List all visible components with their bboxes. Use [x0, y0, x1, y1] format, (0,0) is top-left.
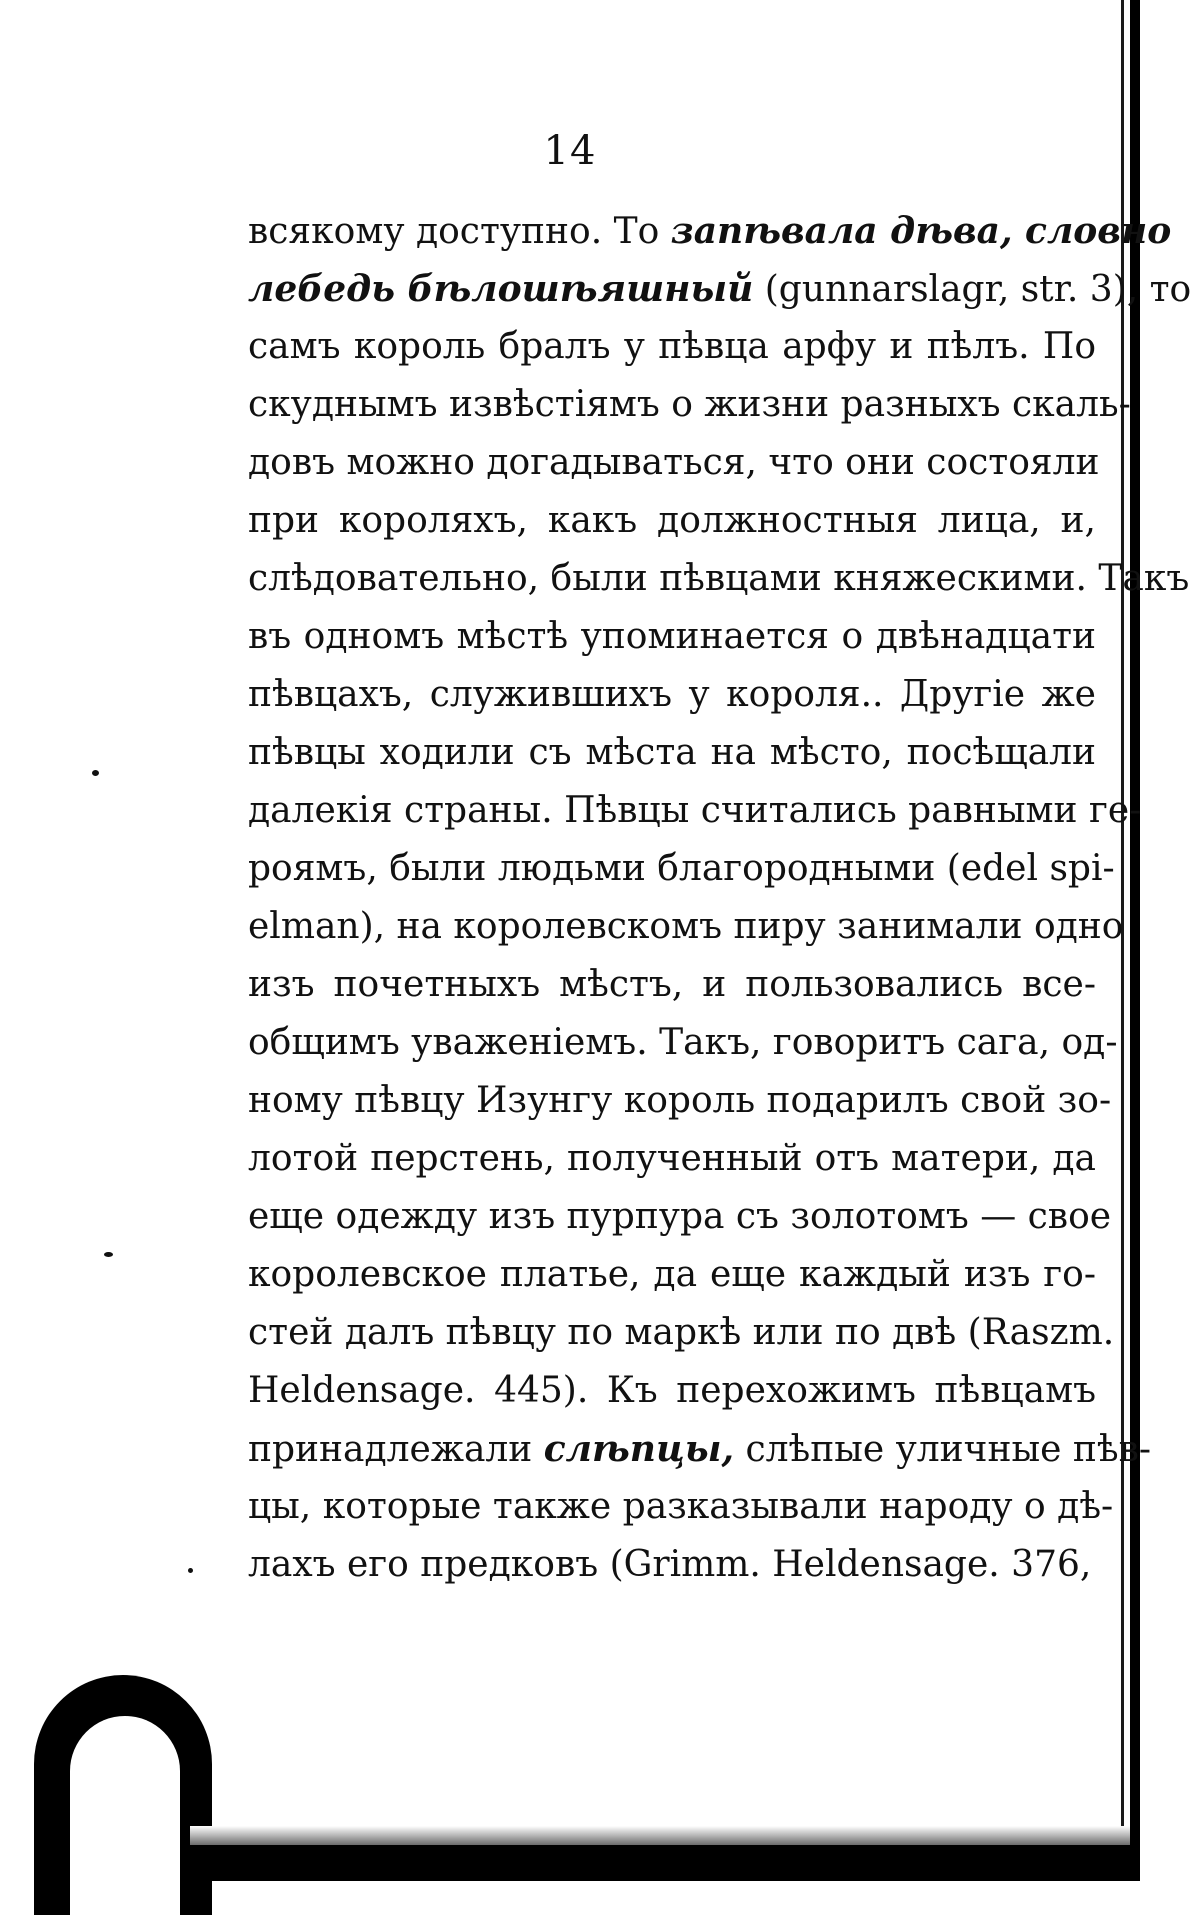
text-line	[248, 492, 1096, 550]
text-line	[248, 840, 1115, 898]
text-segment: слѣдовательно, были пѣвцами княжескими. Такъ	[248, 558, 1190, 599]
text-line	[248, 1420, 1151, 1478]
text-segment: еще одежду изъ пурпура съ золотомъ — свое	[248, 1196, 1112, 1237]
text-line	[248, 1304, 1115, 1362]
text-line	[248, 608, 1096, 666]
emphasized-text: слѣпцы,	[543, 1428, 735, 1470]
emphasized-text: запѣвала дѣва, словно	[670, 210, 1172, 252]
emphasized-text: лебедь бѣлошѣяшный	[248, 268, 754, 310]
text-line	[248, 666, 1096, 724]
text-line	[248, 550, 1190, 608]
body-text	[248, 202, 1191, 1594]
scan-speck	[92, 770, 99, 776]
text-line	[248, 1536, 1096, 1594]
text-line	[248, 1188, 1112, 1246]
text-line	[248, 782, 1142, 840]
text-segment: въ одномъ мѣстѣ упоминается о двѣнадцати	[248, 616, 1096, 657]
text-line	[248, 1246, 1096, 1304]
scan-speck	[188, 1568, 193, 1573]
text-segment: пѣвцахъ, служившихъ у короля.. Другіе же	[248, 674, 1096, 715]
text-segment: всякому доступно. То	[248, 211, 671, 252]
text-segment: лотой перстень, полученный отъ матери, да	[248, 1138, 1096, 1179]
text-line	[248, 318, 1096, 376]
text-line	[248, 1362, 1096, 1420]
text-segment: далекія страны. Пѣвцы считались равными ге-	[248, 790, 1142, 831]
text-segment: принадлежали	[248, 1429, 544, 1470]
text-line	[248, 1130, 1096, 1188]
text-line	[248, 1478, 1114, 1536]
text-segment: довъ можно догадываться, что они состояли	[248, 442, 1100, 483]
text-line	[248, 1014, 1118, 1072]
text-line	[248, 434, 1100, 492]
text-line	[248, 956, 1096, 1014]
text-line	[248, 1072, 1112, 1130]
scan-artifact-arch-inner	[70, 1716, 180, 1916]
text-segment: (gunnarslagr, str. 3), то	[753, 269, 1191, 310]
text-segment: скуднымъ извѣстіямъ о жизни разныхъ скаль-	[248, 384, 1131, 425]
text-segment: королевское платье, да еще каждый изъ го-	[248, 1254, 1096, 1295]
page-number: 14	[543, 128, 597, 174]
text-line	[248, 724, 1096, 782]
scan-artifact-bottom-band	[190, 1845, 1130, 1881]
text-line	[248, 376, 1131, 434]
text-segment: ному пѣвцу Изунгу король подарилъ свой зо-	[248, 1080, 1112, 1121]
text-segment: стей далъ пѣвцу по маркѣ или по двѣ (Raszm.	[248, 1312, 1115, 1353]
scan-speck	[104, 1252, 113, 1257]
text-segment: роямъ, были людьми благородными (edel spi-	[248, 848, 1115, 889]
text-segment: Heldensage. 445). Къ перехожимъ пѣвцамъ	[248, 1370, 1096, 1411]
text-segment: слѣпые уличные пѣв-	[734, 1429, 1151, 1470]
text-segment: при короляхъ, какъ должностныя лица, и,	[248, 500, 1096, 541]
text-segment: лахъ его предковъ (Grimm. Heldensage. 376,	[248, 1544, 1092, 1585]
text-segment: elman), на королевскомъ пиру занимали одно	[248, 906, 1124, 947]
text-segment: пѣвцы ходили съ мѣста на мѣсто, посѣщали	[248, 732, 1096, 773]
text-line	[248, 202, 1172, 260]
text-segment: цы, которые также разказывали народу о дѣ-	[248, 1486, 1114, 1527]
text-segment: общимъ уваженіемъ. Такъ, говоритъ сага, од-	[248, 1022, 1118, 1063]
text-segment: изъ почетныхъ мѣстъ, и пользовались все-	[248, 964, 1096, 1005]
text-segment: самъ король бралъ у пѣвца арфу и пѣлъ. По	[248, 326, 1096, 367]
text-line	[248, 260, 1191, 318]
text-line	[248, 898, 1124, 956]
